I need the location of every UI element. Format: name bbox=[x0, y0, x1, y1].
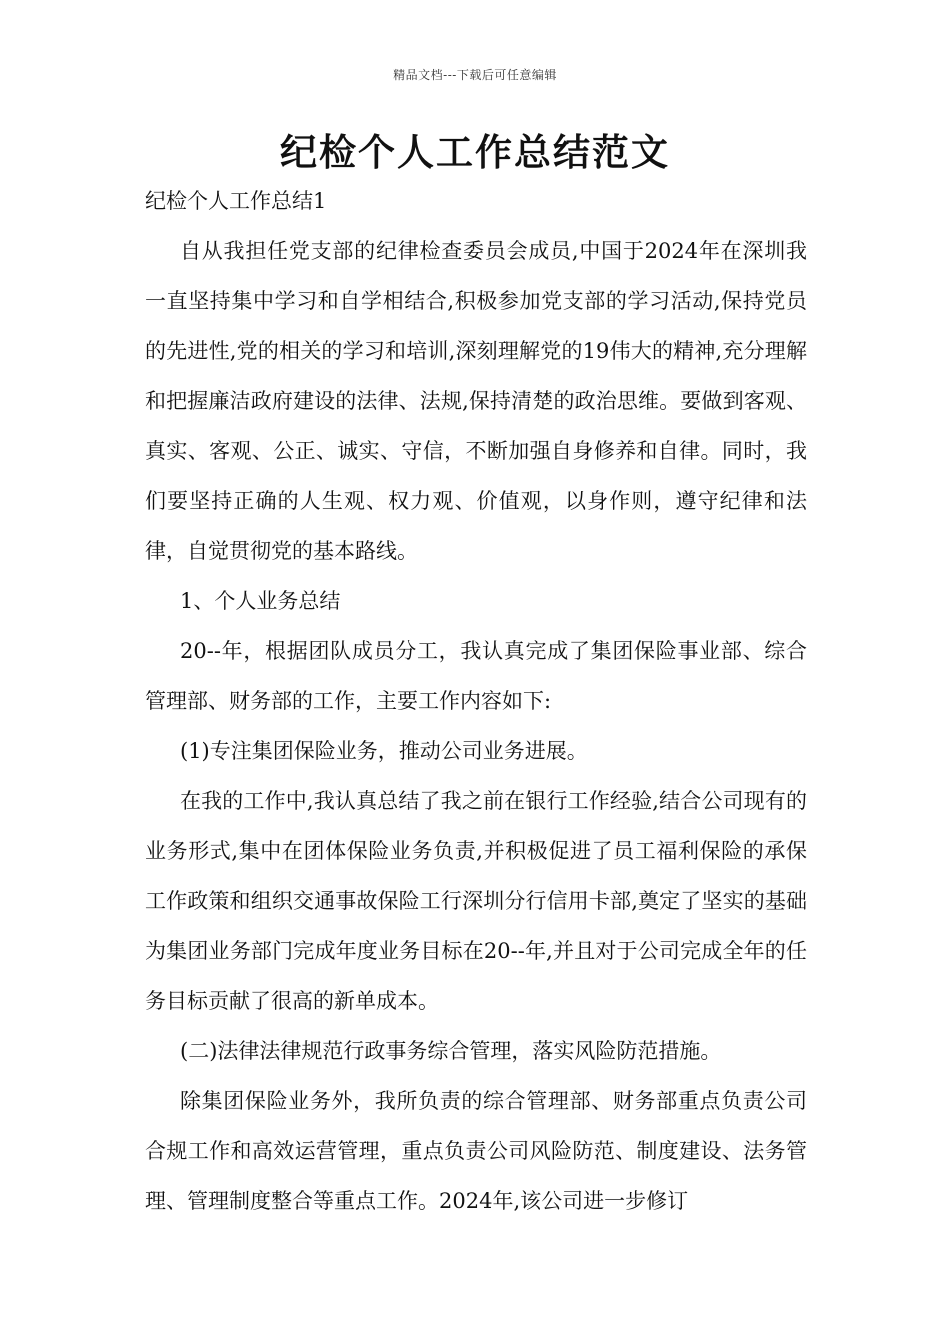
paragraph-management-work: 除集团保险业务外，我所负责的综合管理部、财务部重点负责公司合规工作和高效运营管理，重点负责公司风险防范、制度建设、法务管理、管理制度整合等重点工作。2024年,该公司进一步修订 bbox=[145, 1089, 807, 1213]
document-title: 纪检个人工作总结范文 bbox=[280, 130, 670, 174]
subsection-heading-personal-business: 1、个人业务总结 bbox=[180, 589, 341, 613]
page-header: 精品文档---下载后可任意编辑 bbox=[393, 68, 557, 82]
paragraph-work-division: 20--年，根据团队成员分工，我认真完成了集团保险事业部、综合管理部、财务部的工作，主要工作内容如下: bbox=[145, 639, 807, 713]
item-heading-insurance-business: (1)专注集团保险业务，推动公司业务进展。 bbox=[180, 739, 588, 763]
item-heading-legal-management: (二)法律法律规范行政事务综合管理，落实风险防范措施。 bbox=[180, 1039, 722, 1063]
paragraph-insurance-work: 在我的工作中,我认真总结了我之前在银行工作经验,结合公司现有的业务形式,集中在团体保险业务负责,并积极促进了员工福利保险的承保工作政策和组织交通事故保险工行深圳分行信用卡部,奠定了坚实的基础为集团业务部门完成年度业务目标在20--年,并且对于公司完成全年的任务目标贡献了很高的新单成本。 bbox=[145, 789, 807, 1013]
section-heading: 纪检个人工作总结1 bbox=[145, 189, 327, 213]
document-body bbox=[145, 176, 807, 1226]
paragraph-intro: 自从我担任党支部的纪律检查委员会成员,中国于2024年在深圳我一直坚持集中学习和自学相结合,积极参加党支部的学习活动,保持党员的先进性,党的相关的学习和培训,深刻理解党的19伟大的精神,充分理解和把握廉洁政府建设的法律、法规,保持清楚的政治思维。要做到客观、真实、客观、公正、诚实、守信，不断加强自身修养和自律。同时，我们要坚持正确的人生观、权力观、价值观，以身作则，遵守纪律和法律，自觉贯彻党的基本路线。 bbox=[145, 239, 807, 563]
